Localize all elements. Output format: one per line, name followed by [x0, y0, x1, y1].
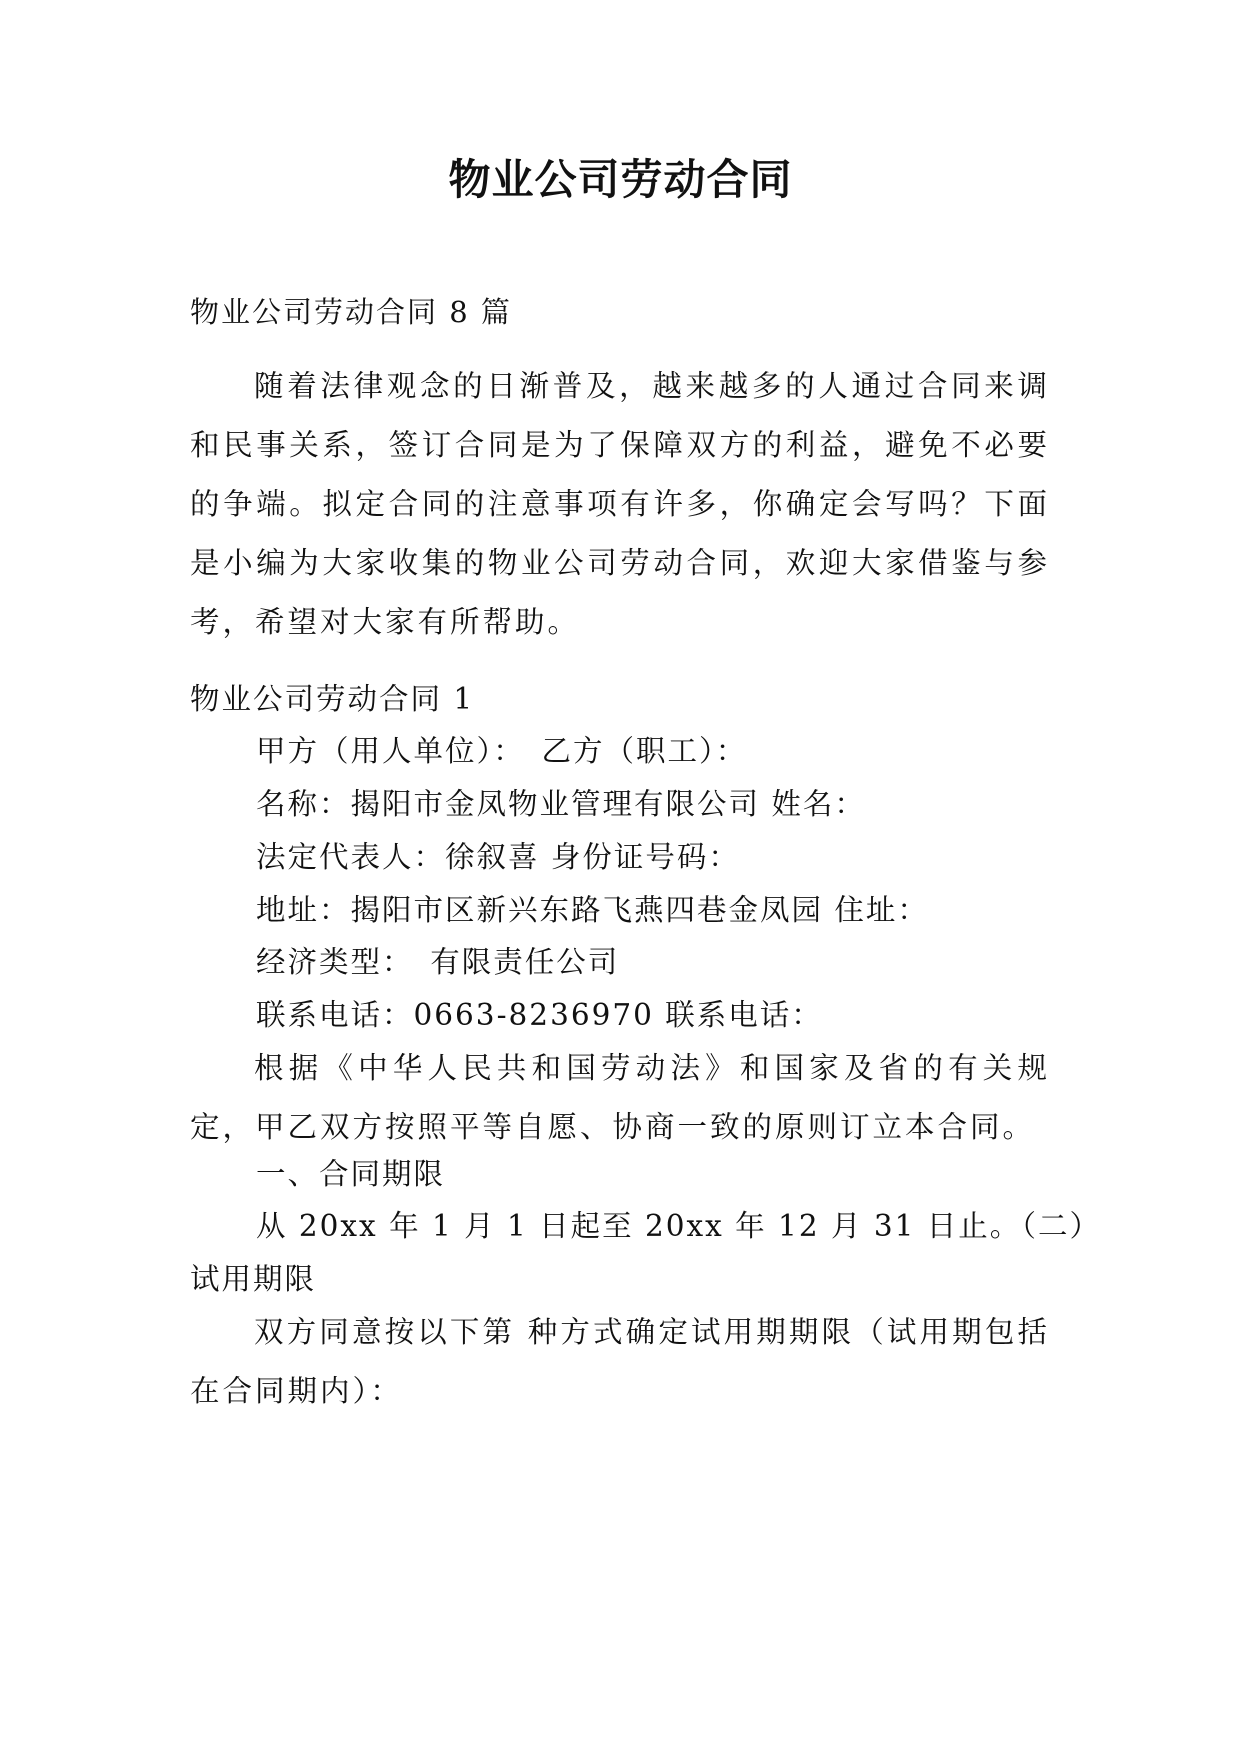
document-subtitle: 物业公司劳动合同 8 篇 [190, 295, 512, 329]
party-line: 甲方（用人单位）： 乙方（职工）： [256, 734, 748, 768]
section-heading: 物业公司劳动合同 1 [190, 682, 475, 716]
document-title: 物业公司劳动合同 [448, 155, 793, 204]
contract-term-line: 从 20xx 年 1 月 1 日起至 20xx 年 12 月 31 日止。（二） [256, 1209, 1102, 1243]
legal-representative-line: 法定代表人：徐叙喜 身份证号码： [256, 840, 740, 874]
legal-basis-paragraph: 根据《中华人民共和国劳动法》和国家及省的有关规定，甲乙双方按照平等自愿、协商一致的原则订立本合同。 [190, 1051, 1050, 1144]
trial-period-heading: 试用期限 [190, 1262, 317, 1296]
clause-heading-term: 一、合同期限 [256, 1157, 446, 1191]
intro-paragraph: 随着法律观念的日渐普及，越来越多的人通过合同来调和民事关系，签订合同是为了保障双方的利益，避免不必要的争端。拟定合同的注意事项有许多，你确定会写吗？下面是小编为大家收集的物业公司劳动合同，欢迎大家借鉴与参考，希望对大家有所帮助。 [190, 369, 1050, 639]
trial-period-paragraph: 双方同意按以下第 种方式确定试用期期限（试用期包括在合同期内）： [190, 1315, 1050, 1408]
economic-type-line: 经济类型： 有限责任公司 [256, 945, 620, 979]
address-line: 地址：揭阳市区新兴东路飞燕四巷金凤园 住址： [256, 893, 929, 927]
phone-line: 联系电话：0663-8236970 联系电话： [256, 998, 823, 1032]
company-name-line: 名称：揭阳市金凤物业管理有限公司 姓名： [256, 787, 866, 821]
